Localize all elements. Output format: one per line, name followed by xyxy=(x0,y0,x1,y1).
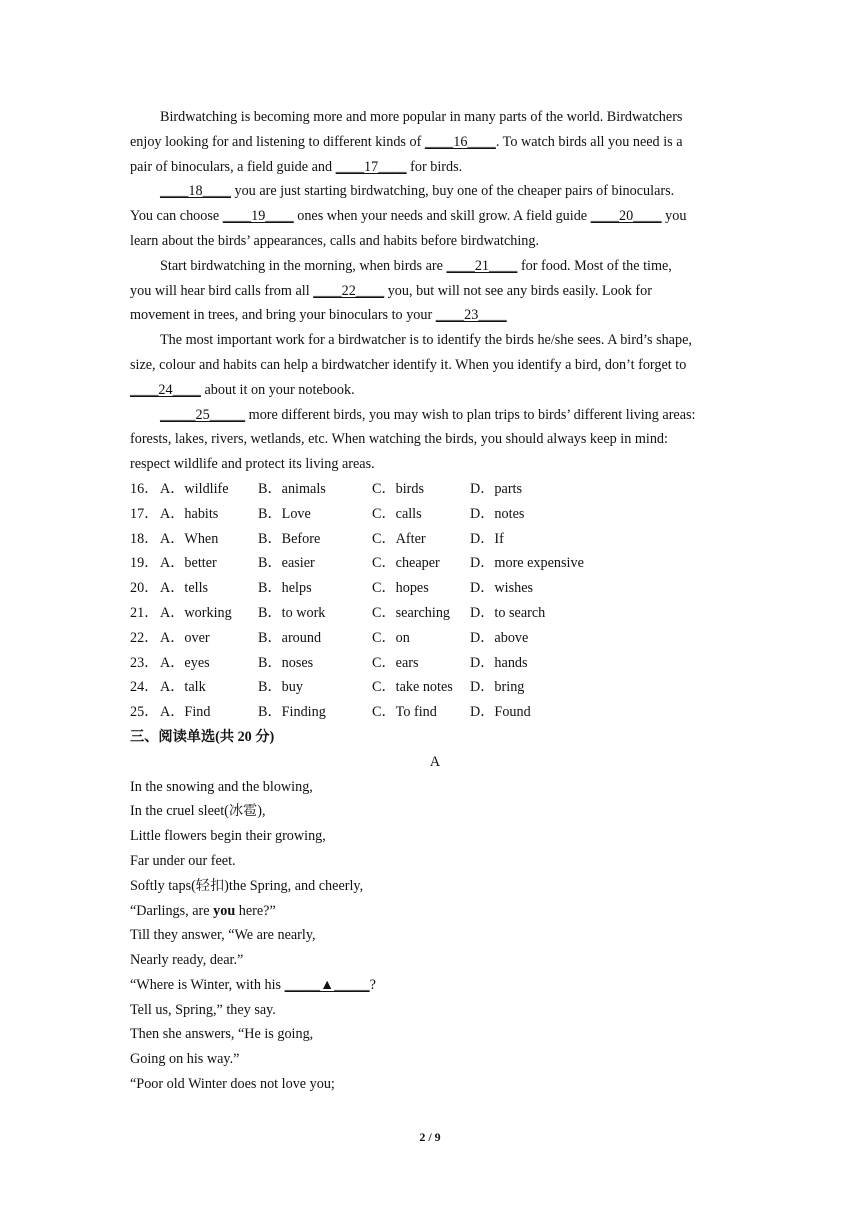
answer-blank: ____23____ xyxy=(435,307,507,324)
passage-line xyxy=(130,403,740,428)
page-number: 2 / 9 xyxy=(419,1130,441,1144)
poem xyxy=(130,775,740,1097)
text-run: size, colour and habits can help a birdwatcher identify it. When you identify a bird, don’t forget to xyxy=(130,356,687,373)
option-row xyxy=(130,651,584,676)
passage-line xyxy=(130,254,740,279)
poem-line xyxy=(130,973,740,998)
option-d: D．parts xyxy=(470,480,523,497)
option-b: B．noses xyxy=(258,654,314,671)
poem-line xyxy=(130,799,740,824)
option-b: B．buy xyxy=(258,679,303,696)
option-a: A．eyes xyxy=(160,654,210,671)
text-run: ones when your needs and skill grow. A field guide xyxy=(293,208,591,225)
text-run: learn about the birds’ appearances, calls and habits before birdwatching. xyxy=(130,232,540,249)
text-run: enjoy looking for and listening to different kinds of xyxy=(130,133,425,150)
text-run: Till they answer, “We are nearly, xyxy=(130,927,316,944)
option-d: D．more expensive xyxy=(470,555,584,572)
option-row xyxy=(130,700,584,725)
question-number: 22． xyxy=(130,629,159,646)
part-label: A xyxy=(429,753,441,770)
answer-blank: _____25_____ xyxy=(160,406,246,423)
passage-line xyxy=(130,130,740,155)
text-run: Nearly ready, dear.” xyxy=(130,952,244,969)
passage-line xyxy=(130,155,740,180)
text-run: ? xyxy=(369,976,376,993)
passage-line xyxy=(130,204,740,229)
poem-line xyxy=(130,849,740,874)
passage-line xyxy=(130,229,740,254)
option-b: B．Finding xyxy=(258,704,326,721)
text-run: “Poor old Winter does not love you; xyxy=(130,1076,335,1093)
option-c: C．After xyxy=(372,530,426,547)
section-title: 三、阅读单选(共 20 分) xyxy=(130,728,275,745)
poem-line xyxy=(130,948,740,973)
poem-line xyxy=(130,1047,740,1072)
text-run: about it on your notebook. xyxy=(200,381,355,398)
option-row xyxy=(130,502,584,527)
option-a: A．working xyxy=(160,604,232,621)
passage-line xyxy=(130,279,740,304)
text-run: Softly taps(轻扣)the Spring, and cheerly, xyxy=(130,877,364,894)
text-run: more different birds, you may wish to plan trips to birds’ different living areas: xyxy=(245,406,696,423)
poem-line xyxy=(130,1072,740,1097)
page-content xyxy=(130,105,740,1097)
option-row xyxy=(130,601,584,626)
option-a: A．habits xyxy=(160,505,219,522)
option-b: B．helps xyxy=(258,580,312,597)
poem-line xyxy=(130,899,740,924)
answer-blank: _____▲_____ xyxy=(284,976,370,993)
option-row xyxy=(130,477,584,502)
passage-line xyxy=(130,452,740,477)
option-d: D．Found xyxy=(470,704,531,721)
option-a: A．better xyxy=(160,555,217,572)
option-c: C．cheaper xyxy=(372,555,440,572)
question-number: 23． xyxy=(130,654,159,671)
text-run: for food. Most of the time, xyxy=(517,257,672,274)
text-run: Then she answers, “He is going, xyxy=(130,1026,314,1043)
option-c: C．To find xyxy=(372,704,437,721)
question-number: 21． xyxy=(130,604,159,621)
option-c: C．on xyxy=(372,629,410,646)
text-run: Start birdwatching in the morning, when birds are xyxy=(160,257,447,274)
bold-text: you xyxy=(213,902,236,919)
answer-blank: ____24____ xyxy=(130,381,201,398)
passage-line xyxy=(130,427,740,452)
question-number: 20． xyxy=(130,580,159,597)
option-row xyxy=(130,626,584,651)
question-number: 19． xyxy=(130,555,159,572)
answer-blank: ____18____ xyxy=(160,183,231,200)
option-c: C．birds xyxy=(372,480,425,497)
answer-blank: ____20____ xyxy=(590,208,662,225)
answer-blank: ____19____ xyxy=(222,208,294,225)
option-d: D．bring xyxy=(470,679,525,696)
option-row xyxy=(130,527,584,552)
option-a: A．tells xyxy=(160,580,209,597)
option-a: A．talk xyxy=(160,679,206,696)
poem-line xyxy=(130,874,740,899)
option-c: C．searching xyxy=(372,604,451,621)
passage-line xyxy=(130,105,740,130)
cloze-passage xyxy=(130,105,740,477)
option-c: C．calls xyxy=(372,505,422,522)
option-d: D．If xyxy=(470,530,504,547)
option-d: D．above xyxy=(470,629,529,646)
option-a: A．over xyxy=(160,629,210,646)
question-number: 16． xyxy=(130,480,159,497)
text-run: you xyxy=(661,208,687,225)
text-run: Going on his way.” xyxy=(130,1051,240,1068)
question-number: 18． xyxy=(130,530,159,547)
option-a: A．Find xyxy=(160,704,211,721)
poem-line xyxy=(130,824,740,849)
text-run: Tell us, Spring,” they say. xyxy=(130,1001,276,1018)
text-run: In the snowing and the blowing, xyxy=(130,778,313,795)
text-run: . To watch birds all you need is a xyxy=(495,133,683,150)
option-b: B．around xyxy=(258,629,322,646)
option-c: C．take notes xyxy=(372,679,453,696)
passage-line xyxy=(130,378,740,403)
poem-line xyxy=(130,1022,740,1047)
text-run: pair of binoculars, a field guide and xyxy=(130,158,336,175)
options-table xyxy=(130,477,584,725)
text-run: you will hear bird calls from all xyxy=(130,282,314,299)
passage-line xyxy=(130,179,740,204)
question-number: 17． xyxy=(130,505,159,522)
text-run: movement in trees, and bring your binoculars to your xyxy=(130,307,436,324)
answer-blank: ____16____ xyxy=(424,133,496,150)
option-d: D．to search xyxy=(470,604,546,621)
text-run: for birds. xyxy=(406,158,463,175)
poem-line xyxy=(130,775,740,800)
option-a: A．wildlife xyxy=(160,480,229,497)
text-run: respect wildlife and protect its living areas. xyxy=(130,456,375,473)
text-run: “Where is Winter, with his xyxy=(130,976,285,993)
option-c: C．ears xyxy=(372,654,419,671)
text-run: You can choose xyxy=(130,208,223,225)
option-b: B．to work xyxy=(258,604,326,621)
poem-line xyxy=(130,998,740,1023)
option-row xyxy=(130,551,584,576)
passage-line xyxy=(130,328,740,353)
answer-blank: ____17____ xyxy=(335,158,407,175)
answer-blank: ____22____ xyxy=(313,282,385,299)
question-number: 24． xyxy=(130,679,159,696)
text-run: In the cruel sleet(冰雹), xyxy=(130,803,266,820)
text-run: Birdwatching is becoming more and more popular in many parts of the world. Birdwatchers xyxy=(160,109,683,125)
option-d: D．wishes xyxy=(470,580,534,597)
option-b: B．Before xyxy=(258,530,321,547)
text-run: you are just starting birdwatching, buy one of the cheaper pairs of binoculars. xyxy=(230,183,675,200)
poem-line xyxy=(130,923,740,948)
text-run: forests, lakes, rivers, wetlands, etc. When watching the birds, you should always keep in mind: xyxy=(130,431,668,448)
question-number: 25． xyxy=(130,704,159,721)
text-run: you, but will not see any birds easily. Look for xyxy=(384,282,652,299)
passage-line xyxy=(130,353,740,378)
answer-blank: ____21____ xyxy=(446,257,518,274)
option-b: B．Love xyxy=(258,505,311,522)
text-run: here?” xyxy=(235,902,276,919)
option-b: B．animals xyxy=(258,480,326,497)
option-d: D．hands xyxy=(470,654,528,671)
text-run: Far under our feet. xyxy=(130,852,236,869)
option-b: B．easier xyxy=(258,555,315,572)
text-run: The most important work for a birdwatcher is to identify the birds he/she sees. A bird’s shape, xyxy=(160,332,692,349)
option-d: D．notes xyxy=(470,505,525,522)
text-run: “Darlings, are xyxy=(130,902,214,919)
option-row xyxy=(130,576,584,601)
option-a: A．When xyxy=(160,530,219,547)
passage-line xyxy=(130,303,740,328)
option-row xyxy=(130,675,584,700)
option-c: C．hopes xyxy=(372,580,429,597)
text-run: Little flowers begin their growing, xyxy=(130,828,326,845)
